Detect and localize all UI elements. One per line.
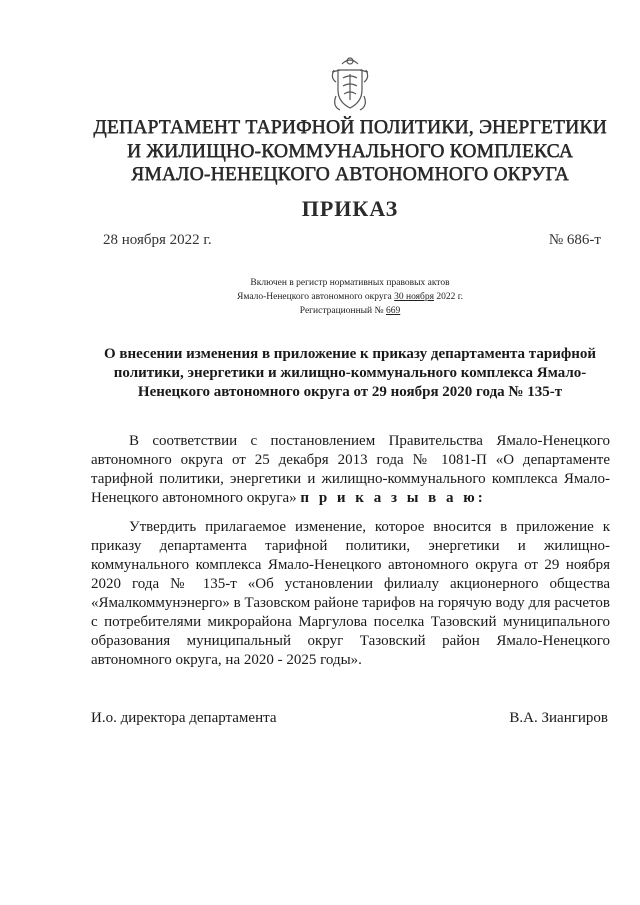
department-line-2: И ЖИЛИЩНО-КОММУНАЛЬНОГО КОМПЛЕКСА [126,140,574,162]
order-date: 28 ноября 2022 г. [103,232,212,248]
registry-number: 669 [385,306,401,316]
coat-of-arms-icon [328,56,372,114]
order-subject: О внесении изменения в приложение к приказу департамента тарифной политики, энергетики и жилищно-коммунального комплекса Ямало-Ненецкого автономного округа от 29 ноября 2020 года № 135-т [103,346,596,400]
registry-note [150,276,550,318]
order-title: ПРИКАЗ [301,196,399,221]
signatory-name: В.А. Зиангиров [509,710,608,726]
department-line-3: ЯМАЛО-НЕНЕЦКОГО АВТОНОМНОГО ОКРУГА [131,164,569,185]
registry-line-1: Включен в регистр нормативных правовых актов [250,278,450,288]
order-verb: п р и к а з ы в а ю [300,490,478,506]
registry-line-3: Регистрационный № 669 [299,306,401,316]
department-name [60,116,640,187]
signatory-position: И.о. директора департамента [91,710,277,726]
registry-date: 30 ноября [394,292,435,302]
order-number: № 686-т [548,232,601,248]
operative-paragraph: Утвердить прилагаемое изменение, которое вносится в приложение к приказу департамента тарифной политики, энергетики и жилищно-коммунального комплекса Ямало-Ненецкого автономного округа от 29 ноября 2020 года № 135-т «Об установлении филиалу акционерного общества «Ямалкоммунэнерго» в Тазовском районе тарифов на горячую воду для расчетов с потребителями микрорайона Маргулова поселка Тазовский муниципального образования муниципальный округ Тазовский район Ямало-Ненецкого автономного округа, на 2020 - 2025 годы». [91,519,610,668]
department-line-1: ДЕПАРТАМЕНТ ТАРИФНОЙ ПОЛИТИКИ, ЭНЕРГЕТИКИ [93,117,607,138]
preamble-paragraph: В соответствии с постановлением Правительства Ямало-Ненецкого автономного округа от 25 декабря 2013 года № 1081-П «О департаменте тарифной политики, энергетики и жилищно-коммунального комплекса Ямало-Ненецкого автономного округа» п р и к а з ы в а ю: [91,433,610,506]
registry-line-2: Ямало-Ненецкого автономного округа 30 ноября 2022 г. [237,292,463,302]
